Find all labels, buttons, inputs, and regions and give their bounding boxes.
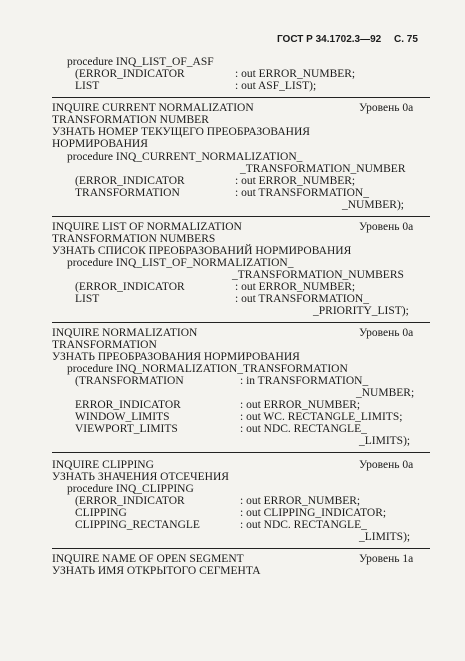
param-type: : out ERROR_NUMBER; <box>240 399 361 411</box>
function-title-ru: УЗНАТЬ ПРЕОБРАЗОВАНИЯ НОРМИРОВАНИЯ <box>52 351 300 363</box>
param-type-cont: _PRIORITY_LIST); <box>313 305 409 317</box>
param-type-cont: _LIMITS); <box>359 435 411 447</box>
param-type: : out CLIPPING_INDICATOR; <box>240 507 387 519</box>
param-type-cont: _LIMITS); <box>359 531 411 543</box>
level-label: Уровень 0а <box>359 102 414 114</box>
function-title-en: TRANSFORMATION <box>52 339 157 351</box>
section-divider <box>52 452 430 453</box>
document-standard-number: ГОСТ Р 34.1702.3—92 <box>277 34 382 45</box>
level-label: Уровень 0а <box>359 221 414 233</box>
param-name: CLIPPING_RECTANGLE <box>75 519 200 531</box>
param-name: VIEWPORT_LIMITS <box>75 423 178 435</box>
function-title-en: INQUIRE CURRENT NORMALIZATION <box>52 102 254 114</box>
param-type: : out ERROR_NUMBER; <box>240 495 361 507</box>
param-name: CLIPPING <box>75 507 127 519</box>
procedure-line: _TRANSFORMATION_NUMBERS <box>232 269 404 281</box>
param-type: : in TRANSFORMATION_ <box>240 375 369 387</box>
function-title-ru: УЗНАТЬ ИМЯ ОТКРЫТОГО СЕГМЕНТА <box>52 565 261 577</box>
param-name: LIST <box>75 80 100 92</box>
section-divider <box>52 216 430 217</box>
section-divider <box>52 322 430 323</box>
param-type: : out TRANSFORMATION_ <box>235 293 369 305</box>
param-type: : out ERROR_NUMBER; <box>235 68 356 80</box>
param-type: : out WC. RECTANGLE_LIMITS; <box>240 411 403 423</box>
param-type-cont: _NUMBER); <box>342 199 404 211</box>
procedure-line: procedure INQ_LIST_OF_NORMALIZATION_ <box>67 257 294 269</box>
procedure-line: _TRANSFORMATION_NUMBER <box>240 163 406 175</box>
param-name: WINDOW_LIMITS <box>75 411 170 423</box>
procedure-line: procedure INQ_CURRENT_NORMALIZATION_ <box>67 151 303 163</box>
param-name: (ERROR_INDICATOR <box>75 495 185 507</box>
procedure-line: procedure INQ_CLIPPING <box>67 483 194 495</box>
procedure-line: procedure INQ_LIST_OF_ASF <box>67 56 214 68</box>
param-name: (TRANSFORMATION <box>75 375 184 387</box>
section-divider <box>52 97 430 98</box>
function-title-en: TRANSFORMATION NUMBER <box>52 114 209 126</box>
param-name: ERROR_INDICATOR <box>75 399 181 411</box>
page-number: С. 75 <box>394 34 418 45</box>
param-name: (ERROR_INDICATOR <box>75 281 185 293</box>
param-type: : out ERROR_NUMBER; <box>235 175 356 187</box>
function-title-en: INQUIRE NAME OF OPEN SEGMENT <box>52 553 244 565</box>
param-type: : out NDC. RECTANGLE_ <box>240 519 367 531</box>
param-type-cont: _NUMBER; <box>356 387 415 399</box>
function-title-en: INQUIRE LIST OF NORMALIZATION <box>52 221 242 233</box>
function-title-en: TRANSFORMATION NUMBERS <box>52 233 216 245</box>
section-divider <box>52 548 430 549</box>
param-name: LIST <box>75 293 100 305</box>
param-type: : out TRANSFORMATION_ <box>235 187 369 199</box>
level-label: Уровень 0а <box>359 459 414 471</box>
level-label: Уровень 1а <box>359 553 414 565</box>
param-name: (ERROR_INDICATOR <box>75 68 185 80</box>
function-title-en: INQUIRE CLIPPING <box>52 459 154 471</box>
param-type: : out ASF_LIST); <box>235 80 317 92</box>
param-name: (ERROR_INDICATOR <box>75 175 185 187</box>
param-type: : out NDC. RECTANGLE_ <box>240 423 367 435</box>
param-type: : out ERROR_NUMBER; <box>235 281 356 293</box>
param-name: TRANSFORMATION <box>75 187 180 199</box>
function-title-en: INQUIRE NORMALIZATION <box>52 327 198 339</box>
function-title-ru: НОРМИРОВАНИЯ <box>52 138 148 150</box>
function-title-ru: УЗНАТЬ ЗНАЧЕНИЯ ОТСЕЧЕНИЯ <box>52 471 229 483</box>
function-title-ru: УЗНАТЬ НОМЕР ТЕКУЩЕГО ПРЕОБРАЗОВАНИЯ <box>52 126 310 138</box>
function-title-ru: УЗНАТЬ СПИСОК ПРЕОБРАЗОВАНИЙ НОРМИРОВАНИЯ <box>52 245 352 257</box>
procedure-line: procedure INQ_NORMALIZATION_TRANSFORMATION <box>67 363 348 375</box>
level-label: Уровень 0а <box>359 327 414 339</box>
